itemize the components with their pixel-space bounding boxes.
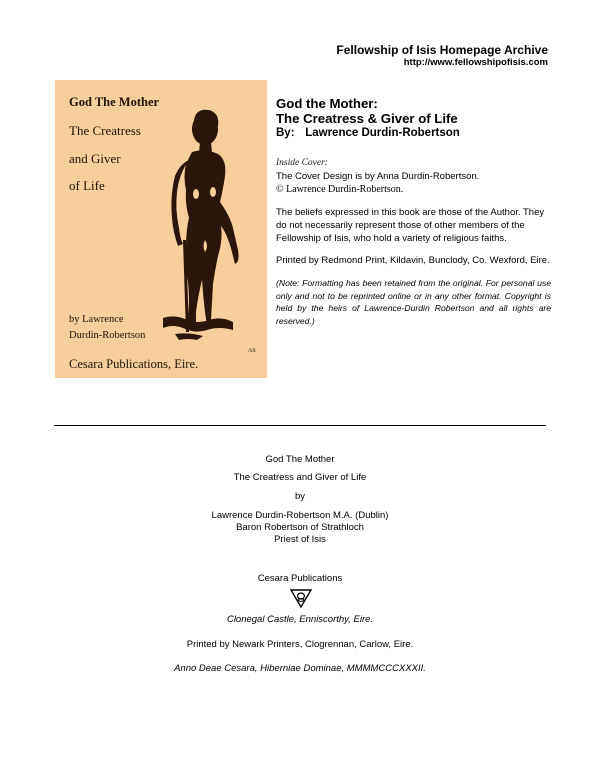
book-title-line-2: The Creatress & Giver of Life	[276, 111, 458, 126]
book-author: Lawrence Durdin-Robertson	[305, 127, 460, 139]
beliefs-disclaimer: The beliefs expressed in this book are those of the Author. They do not necessarily represent those of other members of the Fellowship of Isis, who hold a variety of religious faiths.	[276, 207, 545, 244]
cover-title-line-1: God The Mother	[69, 95, 160, 109]
cover-title-line-3: and Giver	[69, 151, 121, 166]
title-page-printer: Printed by Newark Printers, Clogrennan, Carlow, Eire.	[186, 639, 414, 650]
archive-url[interactable]: http://www.fellowshipofisis.com	[403, 57, 548, 68]
title-page-location: Clonegal Castle, Enniscorthy, Eire.	[226, 614, 374, 625]
cover-publisher: Cesara Publications, Eire.	[69, 357, 199, 371]
cover-design-credit: The Cover Design is by Anna Durdin-Robertson.	[276, 171, 480, 182]
copyright-line: © Lawrence Durdin-Robertson.	[276, 184, 404, 195]
cover-author-line-1: by Lawrence	[69, 314, 124, 325]
title-page-by: by	[294, 491, 306, 502]
title-page-baron: Baron Robertson of Strathloch	[236, 522, 364, 533]
title-page-author: Lawrence Durdin-Robertson M.A. (Dublin)	[211, 510, 389, 521]
book-title-line-1: God the Mother:	[276, 96, 378, 111]
by-label: By:	[276, 127, 295, 139]
section-divider	[54, 425, 546, 426]
book-cover-image	[55, 80, 267, 378]
cesara-logo-icon	[290, 588, 312, 608]
book-byline	[276, 126, 551, 141]
formatting-note: (Note: Formatting has been retained from the original. For personal use only and not to be reprinted online or in any other format. Copyright is held by the heirs of Lawrence-Durdin Robertson and all rights are reserved.)	[276, 278, 551, 326]
cover-title-line-4: of Life	[69, 178, 105, 193]
cover-artist-initials: AS	[248, 348, 256, 354]
title-page-priest: Priest of Isis	[274, 534, 326, 545]
printer-credit: Printed by Redmond Print, Kildavin, Bunclody, Co. Wexford, Eire.	[276, 255, 550, 266]
title-page-year: Anno Deae Cesara, Hiberniae Dominae, MMMMCCCXXXII.	[174, 663, 426, 674]
title-page-publisher: Cesara Publications	[257, 573, 343, 584]
title-page-title: God The Mother	[265, 454, 335, 465]
inside-cover-label: Inside Cover:	[276, 158, 328, 168]
cover-title-line-2: The Creatress	[69, 123, 141, 138]
archive-title: Fellowship of Isis Homepage Archive	[336, 43, 548, 57]
page-header	[336, 44, 548, 69]
cover-author-line-2: Durdin-Robertson	[69, 330, 146, 341]
title-page-subtitle: The Creatress and Giver of Life	[233, 472, 367, 483]
book-info	[276, 96, 551, 327]
